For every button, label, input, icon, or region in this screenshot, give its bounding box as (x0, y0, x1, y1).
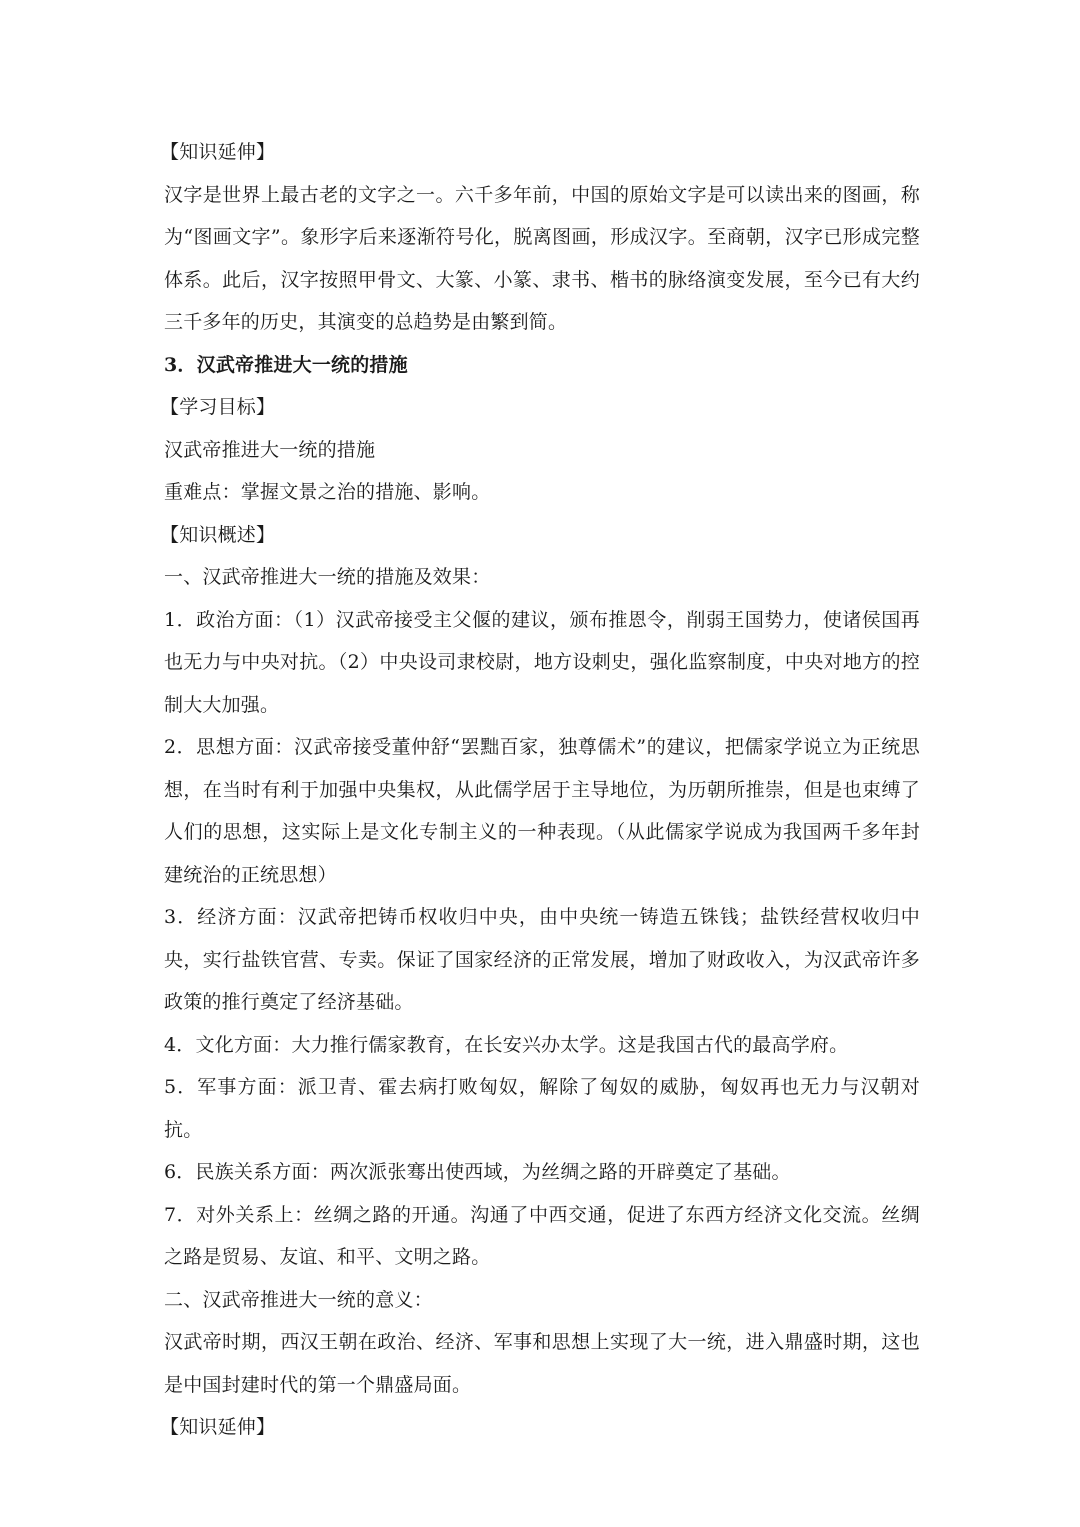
measure-item-economy: 3．经济方面：汉武帝把铸币权收归中央，由中央统一铸造五铢钱；盐铁经营权收归中央，实行盐铁官营、专卖。保证了国家经济的正常发展，增加了财政收入，为汉武帝许多政策的推行奠定了经济基础。 (164, 906, 920, 1013)
knowledge-extension-text: 汉字是世界上最古老的文字之一。六千多年前，中国的原始文字是可以读出来的图画，称为“图画文字”。象形字后来逐渐符号化，脱离图画，形成汉字。至商朝，汉字已形成完整体系。此后，汉字按照甲骨文、大篆、小篆、隶书、楷书的脉络演变发展，至今已有大约三千多年的历史，其演变的总趋势是由繁到简。 (164, 183, 920, 333)
section-title: 3．汉武帝推进大一统的措施 (164, 353, 408, 376)
measure-item-thought: 2．思想方面：汉武帝接受董仲舒“罢黜百家，独尊儒术”的建议，把儒家学说立为正统思想，在当时有利于加强中央集权，从此儒学居于主导地位，为历朝所推崇，但是也束缚了人们的思想，这实际上是文化专制主义的一种表现。（从此儒家学说成为我国两千多年封建统治的正统思想） (164, 736, 920, 886)
key-points-text: 重难点：掌握文景之治的措施、影响。 (164, 481, 491, 503)
part1-title: 一、汉武帝推进大一统的措施及效果： (164, 566, 491, 588)
measure-item-military: 5．军事方面：派卫青、霍去病打败匈奴，解除了匈奴的威胁，匈奴再也无力与汉朝对抗。 (164, 1076, 920, 1141)
knowledge-overview-heading: 【知识概述】 (160, 523, 276, 546)
measure-item-politics: 1．政治方面：（1）汉武帝接受主父偃的建议，颁布推恩令，削弱王国势力，使诸侯国再也无力与中央对抗。（2）中央设司隶校尉，地方设刺史，强化监察制度，中央对地方的控制大大加强。 (164, 608, 920, 716)
knowledge-extension-heading-2: 【知识延伸】 (160, 1416, 276, 1438)
measure-item-culture: 4．文化方面：大力推行儒家教育，在长安兴办太学。这是我国古代的最高学府。 (164, 1033, 849, 1056)
document-page (160, 131, 920, 1449)
learning-goal-heading: 【学习目标】 (160, 396, 276, 418)
measure-item-foreign-relations: 7．对外关系上：丝绸之路的开通。沟通了中西交通，促进了东西方经济文化交流。丝绸之路是贸易、友谊、和平、文明之路。 (164, 1203, 920, 1268)
knowledge-extension-heading: 【知识延伸】 (160, 141, 276, 163)
part2-text: 汉武帝时期，西汉王朝在政治、经济、军事和思想上实现了大一统，进入鼎盛时期，这也是中国封建时代的第一个鼎盛局面。 (164, 1331, 920, 1396)
part2-title: 二、汉武帝推进大一统的意义： (164, 1288, 433, 1311)
measure-item-ethnic-relations: 6．民族关系方面：两次派张骞出使西域，为丝绸之路的开辟奠定了基础。 (164, 1161, 791, 1183)
learning-goal-text: 汉武帝推进大一统的措施 (164, 438, 376, 461)
